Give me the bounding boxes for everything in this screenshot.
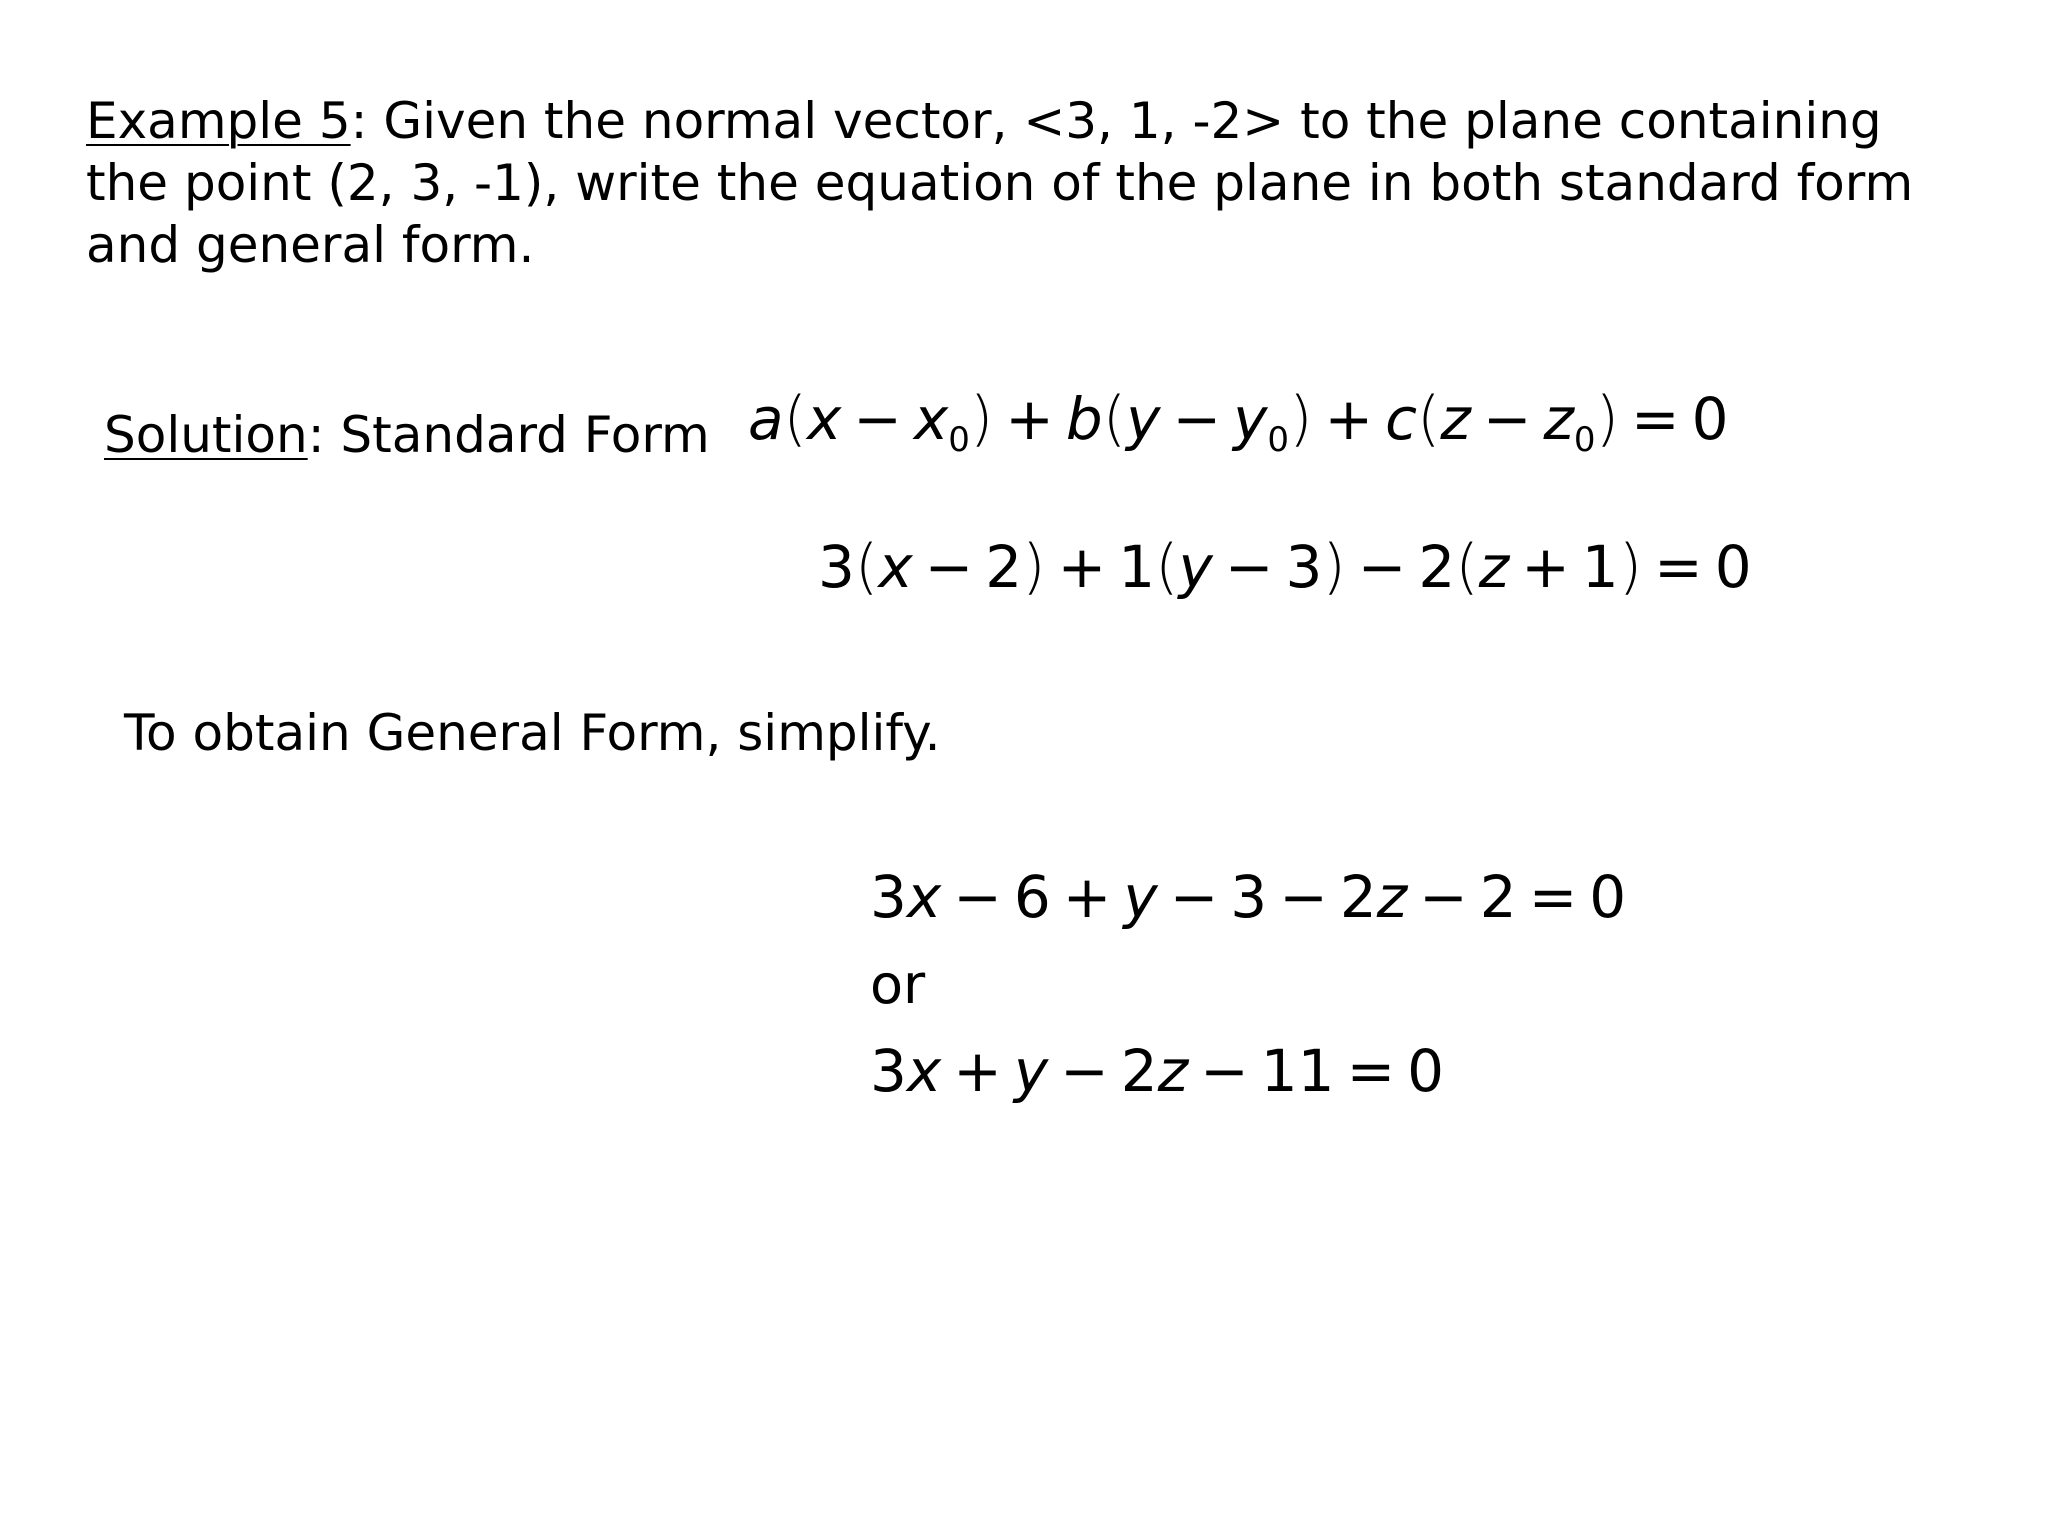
problem-text: : Given the normal vector, <3, 1, -2> to the plane containing the point (2, 3, -1), write the equation of the plane in both standard form and general form. xyxy=(86,92,1914,274)
general-form-equation: 3x + y − 2z − 11 = 0 xyxy=(870,1037,1445,1105)
var-y: y xyxy=(1126,385,1161,453)
term-coef: 2 xyxy=(1339,863,1377,931)
rhs-zero: 0 xyxy=(1589,863,1627,931)
standard-form-label: : Standard Form xyxy=(307,406,710,464)
or-connector: or xyxy=(870,953,926,1016)
term-coef: 3 xyxy=(870,1037,907,1105)
var-y: y xyxy=(1178,533,1213,601)
var-y: y xyxy=(1013,1037,1049,1105)
term-coef: 2 xyxy=(1120,1037,1158,1105)
coef-3: 2 xyxy=(1418,533,1456,601)
var-z: z xyxy=(1478,533,1510,601)
var-x: x xyxy=(906,1037,942,1105)
term-const: 2 xyxy=(1479,863,1517,931)
var-z: z xyxy=(1157,1037,1189,1105)
rhs-zero: 0 xyxy=(1691,385,1729,453)
const-3: 1 xyxy=(1581,533,1619,601)
coef-2: 1 xyxy=(1118,533,1156,601)
standard-form-substituted-equation: 3(x − 2) + 1(y − 3) − 2(z + 1) = 0 xyxy=(818,532,1752,602)
coef-a: a xyxy=(748,385,784,453)
subscript-0: 0 xyxy=(1267,420,1290,460)
var-y0: y xyxy=(1233,385,1268,453)
subscript-0: 0 xyxy=(948,420,970,460)
rhs-zero: 0 xyxy=(1407,1037,1445,1105)
var-x0: x xyxy=(913,385,949,453)
term-coef: 3 xyxy=(870,863,907,931)
expanded-equation: 3x − 6 + y − 3 − 2z − 2 = 0 xyxy=(870,863,1627,931)
const-1: 2 xyxy=(985,533,1023,601)
rhs-zero: 0 xyxy=(1714,533,1752,601)
var-x: x xyxy=(878,533,913,601)
coef-b: b xyxy=(1065,385,1103,453)
problem-statement xyxy=(86,90,1966,276)
coef-c: c xyxy=(1385,385,1417,453)
var-z: z xyxy=(1376,863,1408,931)
subscript-0: 0 xyxy=(1573,420,1596,460)
example-label: Example 5 xyxy=(86,92,351,150)
term-const: 6 xyxy=(1013,863,1051,931)
var-z: z xyxy=(1440,385,1471,453)
var-x: x xyxy=(806,385,842,453)
general-form-note: To obtain General Form, simplify. xyxy=(124,704,941,762)
var-y: y xyxy=(1123,863,1158,931)
term-const: 3 xyxy=(1230,863,1268,931)
solution-label: Solution xyxy=(104,406,308,464)
var-z0: z xyxy=(1543,385,1574,453)
solution-heading xyxy=(104,404,710,466)
coef-1: 3 xyxy=(818,533,855,601)
const-2: 3 xyxy=(1285,533,1323,601)
standard-form-general-equation: $a(x - x_0) + b(y - y_0) + c(z - z_0) = 0$ xyxy=(748,384,1729,460)
term-const: 11 xyxy=(1260,1037,1335,1105)
var-x: x xyxy=(906,863,942,931)
